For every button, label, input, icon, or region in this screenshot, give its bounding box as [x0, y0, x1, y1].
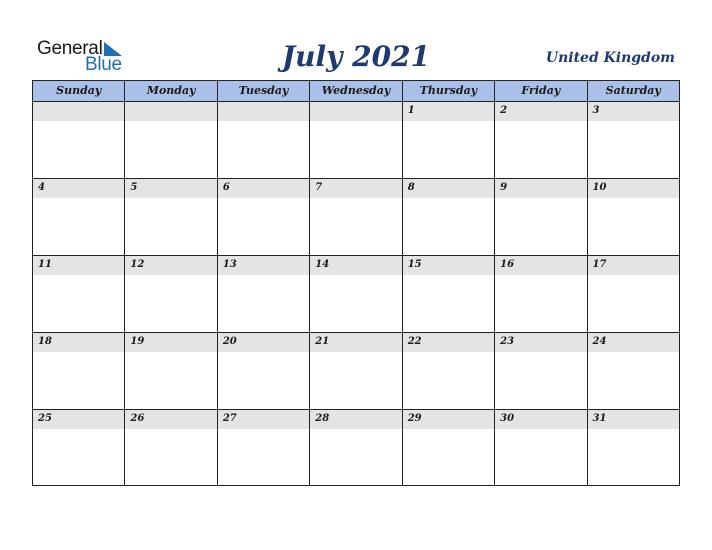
week-row — [33, 410, 679, 486]
day-cell[interactable] — [588, 410, 679, 486]
weekday-tuesday: Tuesday — [218, 81, 310, 101]
day-number: 26 — [130, 413, 145, 424]
day-number: 29 — [407, 413, 422, 424]
day-cell[interactable] — [588, 256, 679, 332]
weekday-friday: Friday — [495, 81, 587, 101]
week-row — [33, 179, 679, 256]
day-number: 31 — [592, 413, 607, 424]
day-number: 12 — [130, 259, 145, 270]
day-number: 24 — [592, 336, 607, 347]
day-cell[interactable] — [495, 179, 587, 255]
day-number-strip — [310, 102, 401, 121]
day-number: 17 — [592, 259, 607, 270]
day-number: 1 — [407, 105, 415, 116]
day-number: 8 — [407, 182, 415, 193]
day-number: 27 — [222, 413, 237, 424]
day-number-strip — [33, 179, 124, 198]
day-cell[interactable] — [310, 333, 402, 409]
day-number-strip — [495, 102, 586, 121]
day-cell[interactable] — [218, 333, 310, 409]
week-row — [33, 333, 679, 410]
day-number: 10 — [592, 182, 607, 193]
day-cell[interactable] — [33, 410, 125, 486]
day-cell[interactable] — [310, 179, 402, 255]
day-number: 5 — [130, 182, 138, 193]
day-cell[interactable] — [403, 410, 495, 486]
day-number: 15 — [407, 259, 422, 270]
day-number: 18 — [38, 336, 52, 347]
day-number-strip — [495, 179, 586, 198]
week-row — [33, 102, 679, 179]
day-cell[interactable] — [125, 410, 217, 486]
day-cell[interactable] — [403, 333, 495, 409]
day-cell[interactable] — [33, 102, 125, 178]
day-number: 2 — [500, 105, 508, 116]
day-number-strip — [33, 102, 124, 121]
weekday-sunday: Sunday — [33, 81, 125, 101]
day-number: 13 — [222, 259, 237, 270]
day-number: 30 — [500, 413, 515, 424]
day-number: 22 — [407, 336, 422, 347]
day-number: 3 — [592, 105, 600, 116]
day-number: 9 — [500, 182, 508, 193]
day-number: 14 — [315, 259, 330, 270]
day-cell[interactable] — [403, 102, 495, 178]
logo-word-blue: Blue — [85, 54, 122, 75]
day-number-strip — [125, 102, 216, 121]
weeks-container — [33, 102, 679, 486]
day-cell[interactable] — [218, 179, 310, 255]
day-cell[interactable] — [495, 333, 587, 409]
day-number: 28 — [315, 413, 330, 424]
day-number: 21 — [315, 336, 330, 347]
week-row — [33, 256, 679, 333]
day-number-strip — [403, 102, 494, 121]
day-cell[interactable] — [588, 333, 679, 409]
day-number: 7 — [315, 182, 323, 193]
day-cell[interactable] — [218, 256, 310, 332]
weekday-header-row — [33, 81, 679, 102]
day-number: 16 — [500, 259, 515, 270]
day-number-strip — [125, 179, 216, 198]
day-number: 19 — [130, 336, 145, 347]
day-number: 23 — [500, 336, 515, 347]
day-cell[interactable] — [310, 256, 402, 332]
day-cell[interactable] — [495, 102, 587, 178]
logo-word-general: General — [37, 38, 103, 59]
day-cell[interactable] — [403, 179, 495, 255]
calendar-title: July 2021 — [281, 40, 431, 73]
day-cell[interactable] — [310, 102, 402, 178]
day-cell[interactable] — [33, 256, 125, 332]
day-cell[interactable] — [588, 102, 679, 178]
day-cell[interactable] — [125, 179, 217, 255]
weekday-saturday: Saturday — [605, 84, 661, 97]
day-cell[interactable] — [218, 410, 310, 486]
day-cell[interactable] — [588, 179, 679, 255]
day-cell[interactable] — [33, 179, 125, 255]
day-cell[interactable] — [125, 333, 217, 409]
weekday-thursday: Thursday — [403, 81, 495, 101]
day-number-strip — [588, 102, 679, 121]
day-cell[interactable] — [218, 102, 310, 178]
day-cell[interactable] — [495, 410, 587, 486]
day-cell[interactable] — [403, 256, 495, 332]
day-number-strip — [218, 102, 309, 121]
calendar-grid — [32, 80, 680, 486]
day-cell[interactable] — [125, 256, 217, 332]
day-number-strip — [403, 179, 494, 198]
day-number: 6 — [222, 182, 230, 193]
day-cell[interactable] — [125, 102, 217, 178]
day-number: 11 — [38, 259, 52, 270]
day-number: 4 — [38, 182, 45, 193]
weekday-wednesday: Wednesday — [310, 81, 402, 101]
day-cell[interactable] — [33, 333, 125, 409]
day-number: 25 — [38, 413, 52, 424]
day-number-strip — [218, 179, 309, 198]
day-cell[interactable] — [310, 410, 402, 486]
day-number-strip — [310, 179, 401, 198]
day-number: 20 — [222, 336, 237, 347]
country-label: United Kingdom — [545, 50, 675, 66]
day-cell[interactable] — [495, 256, 587, 332]
weekday-monday: Monday — [125, 81, 217, 101]
